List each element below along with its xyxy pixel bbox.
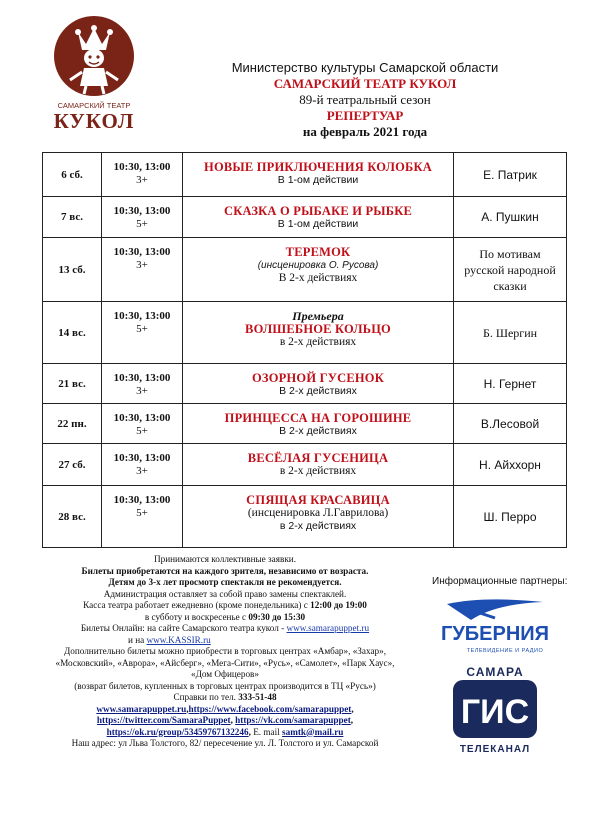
show-cell <box>183 153 454 197</box>
author-cell: По мотивам русской народной сказки <box>454 238 567 302</box>
show-title: ВЕСЁЛАЯ ГУСЕНИЦА <box>247 451 389 465</box>
show-cell <box>183 197 454 238</box>
day-cell: 27 сб. <box>43 444 102 486</box>
showtime: 10:30, 13:00 <box>113 161 171 173</box>
day-cell: 28 вс. <box>43 486 102 548</box>
show-title: СКАЗКА О РЫБАКЕ И РЫБКЕ <box>223 204 413 218</box>
showtime: 10:30, 13:00 <box>113 246 171 258</box>
age-rating: 5+ <box>136 218 148 230</box>
show-acts: В 1-ом действии <box>277 218 359 230</box>
author-cell: Н. Гернет <box>454 364 567 404</box>
gis-word: ГИС <box>460 693 530 731</box>
show-note: (инсценировка Л.Гаврилова) <box>247 507 389 519</box>
twitter-link[interactable]: https://twitter.com/SamaraPuppet <box>96 715 231 725</box>
table-row <box>43 404 567 444</box>
day-cell: 14 вс. <box>43 302 102 364</box>
time-cell <box>102 486 183 548</box>
day-cell: 6 сб. <box>43 153 102 197</box>
header <box>200 60 530 140</box>
table-row <box>43 444 567 486</box>
info-line: Билеты приобретаются на каждого зрителя, независимо от возраста. <box>81 565 369 576</box>
time-cell <box>102 404 183 444</box>
info-line: «Дом Офицеров» <box>190 669 259 679</box>
day-cell: 21 вс. <box>43 364 102 404</box>
day-cell: 22 пн. <box>43 404 102 444</box>
ticket-info <box>40 554 410 750</box>
info-line: Принимаются коллективные заявки. <box>153 554 297 564</box>
table-row <box>43 197 567 238</box>
time-cell <box>102 364 183 404</box>
kassir-link[interactable]: www.KASSIR.ru <box>146 634 211 645</box>
author-cell: Е. Патрик <box>454 153 567 197</box>
age-rating: 5+ <box>136 323 148 335</box>
author-cell: А. Пушкин <box>454 197 567 238</box>
email-link[interactable]: samtk@mail.ru <box>282 726 344 737</box>
show-title: СПЯЩАЯ КРАСАВИЦА <box>246 493 390 507</box>
age-rating: 3+ <box>136 174 148 186</box>
day-cell: 7 вс. <box>43 197 102 238</box>
info-line: Администрация оставляет за собой право замены спектаклей. <box>103 588 347 599</box>
repertoire-title: РЕПЕРТУАР <box>326 108 404 123</box>
gis-bottom-text: ТЕЛЕКАНАЛ <box>459 744 531 755</box>
season-label: 89-й театральный сезон <box>299 92 431 107</box>
show-cell <box>183 404 454 444</box>
show-acts: В 1-ом действии <box>277 174 359 186</box>
show-title: ПРИНЦЕССА НА ГОРОШИНЕ <box>224 411 412 425</box>
author-cell: Н. Айххорн <box>454 444 567 486</box>
month-label: на февраль 2021 года <box>302 124 428 139</box>
showtime: 10:30, 13:00 <box>113 412 171 424</box>
info-line: www.samarapuppet.ru,https://www.facebook.com/samarapuppet, <box>96 703 354 714</box>
info-line: в субботу и воскресенье с 09:30 до 15:30 <box>144 611 306 622</box>
show-title: ВОЛШЕБНОЕ КОЛЬЦО <box>245 322 391 336</box>
day-cell: 13 сб. <box>43 238 102 302</box>
info-line: (возврат билетов, купленных в торговых центрах производится в ТЦ «Русь») <box>74 680 376 691</box>
info-line: Детям до 3-х лет просмотр спектакля не рекомендуется. <box>108 577 342 587</box>
showtime: 10:30, 13:00 <box>113 452 171 464</box>
age-rating: 3+ <box>136 259 148 271</box>
partners-title: Информационные партнеры: <box>432 576 568 587</box>
logo-word: КУКОЛ <box>53 109 135 133</box>
info-line: https://twitter.com/SamaraPuppet, https://vk.com/samarapuppet, <box>96 715 354 725</box>
time-cell <box>102 197 183 238</box>
show-cell <box>183 444 454 486</box>
gis-top-text: САМАРА <box>466 665 524 679</box>
author-cell: Ш. Перро <box>454 486 567 548</box>
facebook-link[interactable]: https://www.facebook.com/samarapuppet <box>188 703 352 714</box>
gubernia-subtitle: ТЕЛЕВИДЕНИЕ И РАДИО <box>466 648 544 654</box>
theater-name: САМАРСКИЙ ТЕАТР КУКОЛ <box>273 76 457 91</box>
author-cell: В.Лесовой <box>454 404 567 444</box>
show-acts: в 2-х действиях <box>279 336 357 348</box>
show-title: ОЗОРНОЙ ГУСЕНОК <box>252 371 384 385</box>
table-row <box>43 302 567 364</box>
show-acts: в 2-х действиях <box>279 465 357 477</box>
show-acts: В 2-х действиях <box>279 425 357 437</box>
age-rating: 3+ <box>136 385 148 397</box>
table-row <box>43 153 567 197</box>
time-cell <box>102 444 183 486</box>
ministry-title: Министерство культуры Самарской области <box>231 60 499 75</box>
show-acts: в 2-х действиях <box>279 520 357 532</box>
gis-logo <box>447 662 543 758</box>
ok-link[interactable]: https://ok.ru/group/53459767132246 <box>106 726 249 737</box>
table-row <box>43 364 567 404</box>
repertoire-table <box>42 152 567 548</box>
info-line: «Московский», «Аврора», «Айсберг», «Мега-Сити», «Русь», «Самолет», «Парк Хаус», <box>55 657 395 668</box>
show-cell <box>183 302 454 364</box>
table-row <box>43 486 567 548</box>
info-line: Билеты Онлайн: на сайте Самарского театра кукол - www.samarapuppet.ru <box>80 623 370 633</box>
show-cell <box>183 486 454 548</box>
site-link-2[interactable]: www.samarapuppet.ru <box>96 703 187 714</box>
logo-arc-text: САМАРСКИЙ ТЕАТР <box>57 101 131 110</box>
time-cell <box>102 153 183 197</box>
show-acts: В 2-х действиях <box>279 385 357 397</box>
show-title: ТЕРЕМОК <box>285 245 351 259</box>
show-title: НОВЫЕ ПРИКЛЮЧЕНИЯ КОЛОБКА <box>204 160 432 174</box>
gubernia-logo <box>425 594 565 656</box>
phone-number: 333-51-48 <box>238 692 277 702</box>
show-cell <box>183 238 454 302</box>
show-acts: В 2-х действиях <box>278 272 358 284</box>
author-cell: Б. Шергин <box>454 302 567 364</box>
time-cell <box>102 238 183 302</box>
gubernia-word: ГУБЕРНИЯ <box>440 623 550 645</box>
info-line: Дополнительно билеты можно приобрести в торговых центрах «Амбар», «Захар», <box>63 646 387 656</box>
age-rating: 5+ <box>136 507 148 519</box>
age-rating: 5+ <box>136 425 148 437</box>
vk-link[interactable]: https://vk.com/samarapuppet <box>235 715 351 725</box>
info-line: Касса театра работает ежедневно (кроме понедельника) с 12:00 до 19:00 <box>83 600 367 610</box>
address-line: Наш адрес: ул Льва Толстого, 82/ пересечение ул. Л. Толстого и ул. Самарской <box>71 738 379 748</box>
theater-logo <box>48 14 140 134</box>
age-rating: 3+ <box>136 465 148 477</box>
showtime: 10:30, 13:00 <box>113 205 171 217</box>
table-row <box>43 238 567 302</box>
info-line: Справки по тел. 333-51-48 <box>173 692 277 702</box>
time-cell <box>102 302 183 364</box>
info-line: https://ok.ru/group/53459767132246, E. mail samtk@mail.ru <box>106 726 344 737</box>
showtime: 10:30, 13:00 <box>113 494 171 506</box>
site-link[interactable]: www.samarapuppet.ru <box>286 623 370 633</box>
showtime: 10:30, 13:00 <box>113 310 171 322</box>
show-note: (инсценировка О. Русова) <box>257 260 379 271</box>
show-cell <box>183 364 454 404</box>
premiere-label: Премьера <box>292 309 344 323</box>
info-line: и на www.KASSIR.ru <box>128 634 211 645</box>
showtime: 10:30, 13:00 <box>113 372 171 384</box>
